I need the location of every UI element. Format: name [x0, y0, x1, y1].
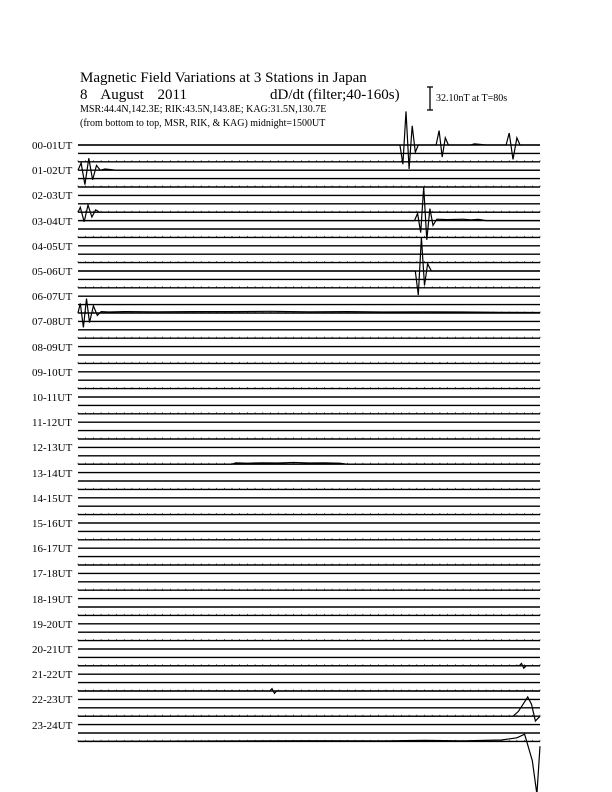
hour-label: 18-19UT	[32, 593, 73, 606]
hour-label: 14-15UT	[32, 492, 73, 505]
hour-label: 08-09UT	[32, 341, 73, 354]
scale-bar-label: 32.10nT at T=80s	[436, 93, 508, 104]
hour-label: 09-10UT	[32, 366, 73, 379]
hour-label: 23-24UT	[32, 719, 73, 732]
hour-label: 15-16UT	[32, 518, 73, 530]
station-coordinates: MSR:44.4N,142.3E; RIK:43.5N,143.8E; KAG:31.5N,130.7E	[80, 104, 327, 115]
hour-label: 20-21UT	[32, 644, 73, 656]
hour-label: 13-14UT	[32, 467, 73, 480]
hour-label: 02-03UT	[32, 190, 73, 203]
hour-label: 03-04UT	[32, 215, 73, 228]
hour-label: 19-20UT	[32, 618, 73, 631]
hour-label: 05-06UT	[32, 266, 73, 278]
hour-label: 22-23UT	[32, 694, 73, 707]
chart-quantity: dD/dt (filter;40-160s)	[270, 87, 400, 103]
hour-label: 10-11UT	[32, 392, 72, 404]
hour-label: 06-07UT	[32, 291, 73, 304]
hour-label: 07-08UT	[32, 316, 73, 329]
hour-label: 04-05UT	[32, 240, 73, 253]
hour-label: 01-02UT	[32, 165, 73, 178]
trace-msr-event	[78, 205, 540, 222]
hour-label: 11-12UT	[32, 417, 72, 430]
trace-msr-event	[78, 697, 540, 721]
hour-label: 12-13UT	[32, 442, 73, 455]
chart-date: 8 August 2011	[80, 87, 187, 103]
trace-msr-event	[78, 689, 540, 694]
station-order-note: (from bottom to top, MSR, RIK, & KAG) midnight=1500UT	[80, 118, 326, 129]
chart-title: Magnetic Field Variations at 3 Stations in Japan	[80, 70, 367, 86]
hour-label: 17-18UT	[32, 568, 73, 581]
hour-label: 16-17UT	[32, 543, 73, 556]
trace-msr-event	[78, 734, 540, 792]
hour-label: 21-22UT	[32, 669, 73, 682]
trace-msr-event	[78, 663, 540, 668]
hour-label: 00-01UT	[32, 140, 73, 152]
